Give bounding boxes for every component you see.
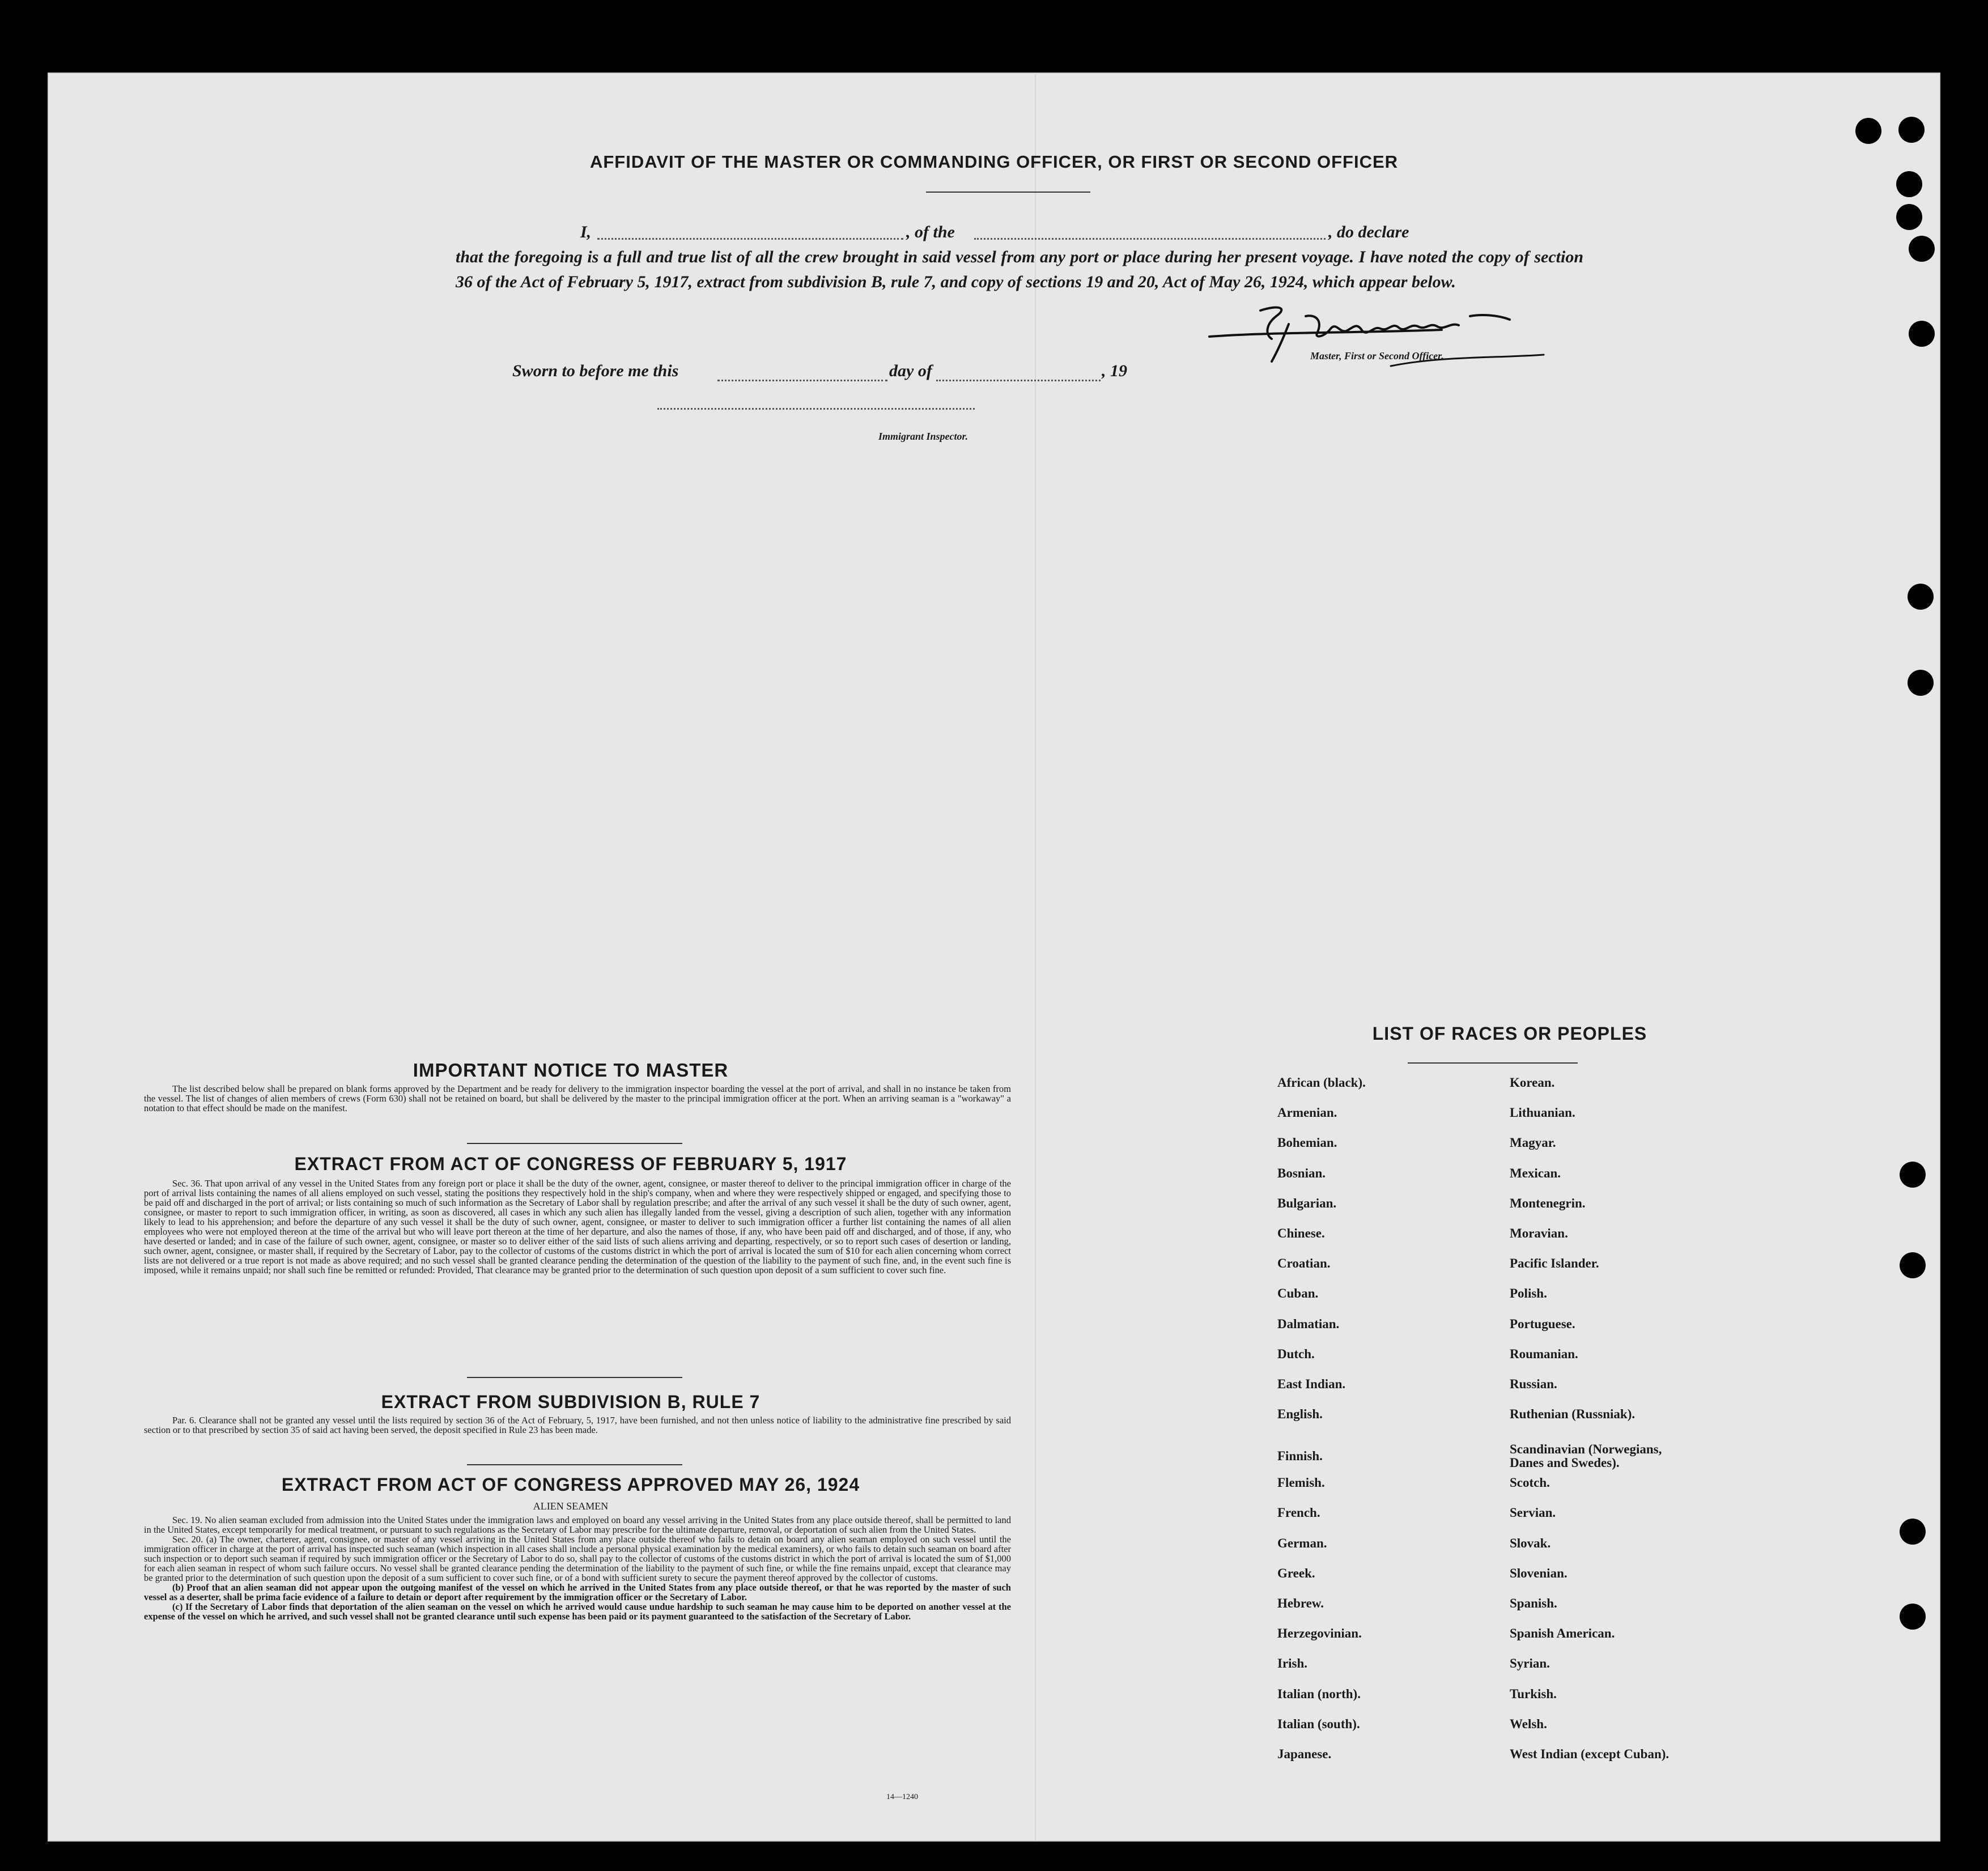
race-item (1510, 1317, 1669, 1347)
race-label: Spanish. (1510, 1596, 1557, 1610)
title-rule (926, 192, 1090, 193)
extract1-paragraph: Sec. 36. That upon arrival of any vessel in the United States from any foreign port or place it shall be the duty of the owner, agent, consignee, or master thereof to deliver to the principal immigration officer in charge of the port of arrival lists containing the names of all aliens employed on such vessel, stating the positions they respectively hold in the ship's company, when and where they were respectively shipped or engaged, and specifying those to be paid off and discharged in the port of arrival; or lists containing so much of such information as the Secretary of Labor shall by regulation prescribe; and after the arrival of any such vessel it shall be the duty of such owner, agent, consignee, or master to report to such immigration officer, in writing, as soon as discovered, all cases in which any such alien has illegally landed from the vessel, giving a description of such alien, together with any information likely to lead to his apprehension; and before the departure of any such vessel it shall be the duty of such owner, agent, consignee, or master to deliver to such immigration officer a further list containing the names of all alien employees who were not employed thereon at the time of the arrival but who will leave port thereon at the time of her departure, and also the names of those, if any, who have been paid off and discharged, and of those, if any, who have deserted or landed; and in case of the failure of such owner, agent, consignee, or master so to deliver either of the said lists of such aliens arriving and departing, respectively, or so to report such cases of desertion or landing, such owner, agent, consignee, or master shall, if required by the Secretary of Labor, pay to the collector of customs of the customs district in which the port of arrival is located the sum of $10 for each alien concerning whom correct lists are not delivered or a true report is not made as above required; and no such vessel shall be granted clearance pending the determination of the question of the liability to the payment of such fine, and, in the event such fine is imposed, while it remains unpaid; nor shall such fine be remitted or refunded: Provided, That clearance may be granted prior to the determination of such question upon deposit of a sum sufficient to cover such fine. (144, 1178, 1011, 1275)
race-item (1510, 1407, 1669, 1437)
race-item (1277, 1437, 1366, 1475)
race-label: Scotch. (1510, 1475, 1550, 1490)
race-label: Herzegovinian. (1277, 1626, 1362, 1641)
extract2-paragraph: Par. 6. Clearance shall not be granted any vessel until the lists required by section 36 of the Act of February, 5, 1917, have been furnished, and not then unless notice of liability to the administrative fine prescribed by said section or to that prescribed by section 35 of said act having been served, the deposit specified in Rule 23 has been made. (144, 1415, 1011, 1435)
race-label: Korean. (1510, 1075, 1555, 1090)
race-item (1277, 1717, 1366, 1747)
affidavit-body: that the foregoing is a full and true list of all the crew brought in said vessel from any port or place during her present voyage. I have noted the copy of section 36 of the Act of February 5, 1917, extract from subdivision B, rule 7, and copy of sections 19 and 20, Act of May 26, 1924, which appear below. (456, 248, 1583, 291)
race-label: Scandinavian (Norwegians, Danes and Swedes). (1510, 1442, 1662, 1470)
punch-hole (1908, 584, 1934, 610)
sec20a-paragraph: Sec. 20. (a) The owner, charterer, agent, consignee, or master of any vessel arriving in the United States from any place outside thereof who fails to detain on board any alien seaman employed on such vessel until the immigration officer in charge at the port of arrival has inspected such seaman (which inspection in all cases shall include a personal physical examination by the medical examiners), or who fails to detain such seaman on board after such inspection or to deport such seaman if required by such immigration officer or the Secretary of Labor to do so, shall pay to the collector of customs of the customs district in which the port of arrival is located the sum of $1,000 for each alien seaman in respect of whom such failure occurs. No vessel shall be granted clearance pending the determination of the liability to the payment of such fine, or while the fine remains unpaid, except that clearance may be granted prior to the determination of such question upon the deposit of a sum sufficient to cover such fine, or of a bond with sufficient surety to secure the payment thereof approved by the collector of customs. (144, 1534, 1011, 1583)
race-label: African (black). (1277, 1075, 1366, 1090)
inspector-signature-blank (657, 407, 975, 410)
race-item (1277, 1286, 1366, 1316)
race-label: Japanese. (1277, 1746, 1332, 1761)
race-item (1277, 1687, 1366, 1717)
race-label: French. (1277, 1506, 1320, 1520)
race-item (1510, 1105, 1669, 1136)
race-item (1277, 1566, 1366, 1596)
race-item (1510, 1596, 1669, 1626)
race-label: Spanish American. (1510, 1626, 1615, 1641)
sworn-year: , 19 (1102, 362, 1127, 380)
sec20c-paragraph: (c) If the Secretary of Labor finds that deportation of the alien seaman on the vessel on which he arrived would cause undue hardship to such seaman he may cause him to be deported on another vessel at the expense of the vessel on which he arrived, and such vessel shall not be granted clearance until such expense has been paid or its payment guaranteed to the satisfaction of the Secretary of Labor. (144, 1601, 1011, 1622)
race-item (1277, 1506, 1366, 1536)
races-right-column (1510, 1075, 1669, 1777)
race-label: Cuban. (1277, 1286, 1319, 1301)
race-label: Irish. (1277, 1656, 1308, 1671)
race-label: Lithuanian. (1510, 1105, 1575, 1120)
race-label: West Indian (except Cuban). (1510, 1746, 1670, 1761)
extract2-title: EXTRACT FROM SUBDIVISION B, RULE 7 (381, 1392, 761, 1412)
races-title-rule (1408, 1062, 1578, 1064)
race-label: Portuguese. (1510, 1316, 1575, 1331)
race-item (1277, 1626, 1366, 1656)
race-item (1510, 1566, 1669, 1596)
document-page (48, 73, 1940, 1842)
signature-caption: Master, First or Second Officer. (1310, 350, 1444, 362)
race-label: Roumanian. (1510, 1346, 1578, 1361)
sworn-day: day of (889, 362, 932, 380)
race-item (1510, 1626, 1669, 1656)
race-label: Italian (north). (1277, 1686, 1361, 1701)
race-item (1510, 1656, 1669, 1686)
races-left-column (1277, 1075, 1366, 1777)
race-item (1510, 1506, 1669, 1536)
race-item (1277, 1347, 1366, 1377)
race-item (1277, 1256, 1366, 1286)
affidavit-i: I, (580, 223, 592, 241)
notice-text (144, 1084, 1011, 1113)
name-blank (597, 226, 903, 240)
punch-hole (1909, 321, 1935, 347)
sworn-month-blank (936, 368, 1101, 381)
race-item (1277, 1196, 1366, 1226)
affidavit-title: AFFIDAVIT OF THE MASTER OR COMMANDING OFFICER, OR FIRST OR SECOND OFFICER (589, 152, 1399, 172)
race-item (1277, 1747, 1366, 1777)
affidavit-text (456, 220, 1583, 295)
race-item (1510, 1717, 1669, 1747)
punch-hole (1896, 204, 1922, 230)
race-label: Chinese. (1277, 1226, 1325, 1240)
race-item (1510, 1687, 1669, 1717)
extract3-title: EXTRACT FROM ACT OF CONGRESS APPROVED MAY 26, 1924 (281, 1474, 860, 1495)
race-label: Syrian. (1510, 1656, 1550, 1671)
race-item (1277, 1105, 1366, 1136)
race-label: Dutch. (1277, 1346, 1315, 1361)
race-item (1510, 1166, 1669, 1196)
race-label: Bosnian. (1277, 1166, 1326, 1180)
divider (467, 1377, 682, 1378)
race-item (1510, 1536, 1669, 1566)
race-item (1277, 1377, 1366, 1407)
race-label: Russian. (1510, 1376, 1557, 1391)
punch-hole (1898, 117, 1925, 143)
punch-hole (1900, 1519, 1926, 1545)
race-item (1510, 1437, 1669, 1475)
race-item (1510, 1256, 1669, 1286)
sec19-paragraph: Sec. 19. No alien seaman excluded from admission into the United States under the immigration laws and employed on board any vessel arriving in the United States from any place outside thereof, shall be permitted to land in the United States, except temporarily for medical treatment, or pursuant to such regulations as the Secretary of Labor may prescribe for the ultimate departure, removal, or deportation of such alien from the United States. (144, 1515, 1011, 1535)
race-item (1277, 1407, 1366, 1437)
race-item (1277, 1166, 1366, 1196)
sec20b-paragraph: (b) Proof that an alien seaman did not appear upon the outgoing manifest of the vessel on which he arrived in the United States from any place outside thereof, or that he was reported by the master of such vessel as a deserter, shall be prima facie evidence of a failure to detain or deport after requirement by the immigration officer or the Secretary of Labor. (144, 1582, 1011, 1602)
race-label: Hebrew. (1277, 1596, 1324, 1610)
punch-hole (1909, 236, 1935, 262)
extract2-text (144, 1415, 1011, 1435)
race-item (1510, 1347, 1669, 1377)
race-label: Turkish. (1510, 1686, 1557, 1701)
race-item (1510, 1136, 1669, 1166)
race-label: Magyar. (1510, 1136, 1556, 1150)
sworn-prefix: Sworn to before me this (512, 362, 679, 380)
race-label: Italian (south). (1277, 1716, 1360, 1731)
notice-paragraph: The list described below shall be prepared on blank forms approved by the Department and be ready for delivery to the immigration inspector boarding the vessel at the port of arrival, and shall in no instance be taken from the vessel. The list of changes of alien members of crews (Form 630) shall not be retained on board, but shall be delivered by the master to the principal immigration officer at the port. When an arriving seaman is a "workaway" a notation to that effect should be made on the manifest. (144, 1083, 1011, 1113)
race-label: Ruthenian (Russniak). (1510, 1407, 1636, 1422)
sworn-day-blank (717, 368, 887, 381)
race-item (1277, 1536, 1366, 1566)
race-item (1277, 1475, 1366, 1506)
punch-hole (1900, 1162, 1926, 1188)
race-label: Flemish. (1277, 1475, 1325, 1490)
races-title: LIST OF RACES OR PEOPLES (1372, 1023, 1647, 1044)
form-number: 14—1240 (886, 1793, 918, 1801)
vessel-blank (974, 226, 1326, 240)
race-label: Montenegrin. (1510, 1196, 1586, 1210)
race-label: English. (1277, 1407, 1323, 1422)
race-item (1277, 1596, 1366, 1626)
affidavit-of-the: , of the (906, 223, 955, 241)
race-item (1510, 1747, 1669, 1777)
race-label: Servian. (1510, 1506, 1556, 1520)
divider (467, 1143, 682, 1144)
race-label: East Indian. (1277, 1376, 1346, 1391)
race-item (1510, 1196, 1669, 1226)
race-label: Greek. (1277, 1566, 1315, 1580)
race-label: Mexican. (1510, 1166, 1561, 1180)
race-label: Slovenian. (1510, 1566, 1568, 1580)
race-label: German. (1277, 1536, 1327, 1550)
race-item (1510, 1075, 1669, 1105)
race-item (1277, 1136, 1366, 1166)
race-label: Finnish. (1277, 1449, 1323, 1464)
race-item (1510, 1377, 1669, 1407)
extract3-subtitle: ALIEN SEAMEN (533, 1500, 609, 1512)
race-label: Dalmatian. (1277, 1316, 1340, 1331)
extract1-title: EXTRACT FROM ACT OF CONGRESS OF FEBRUARY 5, 1917 (294, 1154, 847, 1174)
notice-title: IMPORTANT NOTICE TO MASTER (413, 1060, 729, 1081)
punch-hole (1900, 1604, 1926, 1630)
sworn-line (512, 362, 1192, 386)
race-label: Armenian. (1277, 1105, 1337, 1120)
punch-hole (1855, 118, 1881, 144)
punch-hole (1908, 670, 1934, 696)
race-label: Slovak. (1510, 1536, 1551, 1550)
race-label: Welsh. (1510, 1716, 1547, 1731)
race-item (1277, 1656, 1366, 1686)
inspector-caption: Immigrant Inspector. (878, 431, 968, 442)
extract3-text (144, 1515, 1011, 1621)
race-item (1277, 1317, 1366, 1347)
race-item (1277, 1075, 1366, 1105)
race-label: Bulgarian. (1277, 1196, 1337, 1210)
punch-hole (1896, 171, 1922, 197)
race-label: Moravian. (1510, 1226, 1568, 1240)
race-label: Pacific Islander. (1510, 1256, 1599, 1271)
race-item (1277, 1226, 1366, 1256)
extract1-text (144, 1179, 1011, 1275)
race-item (1510, 1286, 1669, 1316)
race-label: Polish. (1510, 1286, 1547, 1301)
affidavit-declare: , do declare (1328, 223, 1409, 241)
race-item (1510, 1226, 1669, 1256)
punch-hole (1900, 1252, 1926, 1278)
race-label: Bohemian. (1277, 1136, 1337, 1150)
page-fold (1035, 73, 1036, 1842)
divider (467, 1464, 682, 1465)
race-label: Croatian. (1277, 1256, 1331, 1271)
race-item (1510, 1475, 1669, 1506)
